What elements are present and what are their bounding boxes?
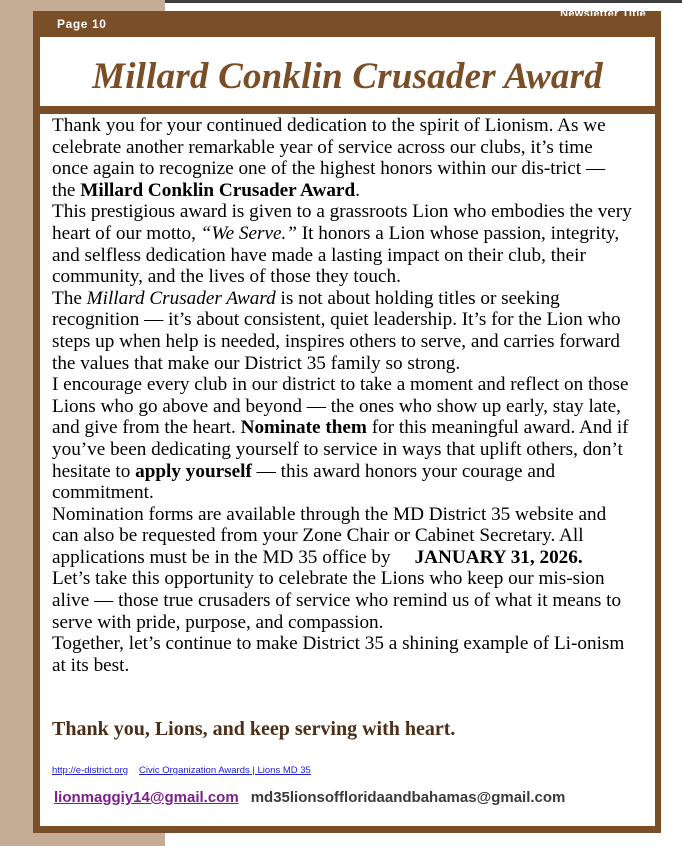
nominate-emphasis: Nominate them bbox=[240, 417, 367, 439]
footer-links bbox=[52, 765, 311, 776]
top-rule bbox=[165, 0, 682, 3]
motto-quote: “We Serve.” bbox=[200, 222, 297, 244]
award-name-emphasis: Millard Conklin Crusader Award bbox=[80, 179, 356, 201]
paragraph-together: Together, let’s continue to make District 35 a shining example of Li-onism at its best. bbox=[52, 633, 625, 676]
paragraph-intro: Thank you for your continued dedication to the spirit of Lionism. As we celebrate another remarkable year of service across our clubs, it’s time once again to recognize one of the highest honors within our dis-trict — the Millard Conklin Crusader Award. bbox=[52, 115, 606, 201]
title-divider bbox=[40, 106, 655, 114]
article-title: Millard Conklin Crusader Award bbox=[92, 56, 603, 97]
e-district-link[interactable]: http://e-district.org bbox=[52, 765, 129, 776]
paragraph-description: This prestigious award is given to a grassroots Lion who embodies the very heart of our motto, “We Serve.” It honors a Lion whose passion, integrity, and selfless dedication have made a lasting impact on their club, their community, and the lives of those they touch. bbox=[52, 201, 632, 288]
award-short-name: Millard Crusader Award bbox=[86, 287, 276, 309]
civic-awards-link[interactable]: Civic Organization Awards | Lions MD 35 bbox=[139, 765, 311, 776]
article-body bbox=[52, 115, 632, 676]
paragraph-purpose: The Millard Crusader Award is not about holding titles or seeking recognition — it’s about consistent, quiet leadership. It’s for the Lion who steps up when help is needed, inspires others to serve, and carries forward the values that make our District 35 family so strong. bbox=[52, 287, 621, 374]
apply-emphasis: apply yourself bbox=[135, 460, 252, 482]
closing-line: Thank you, Lions, and keep serving with heart. bbox=[52, 718, 456, 740]
paragraph-nomination: Nomination forms are available through the MD District 35 website and can also be requested from your Zone Chair or Cabinet Secretary. All applications must be in the MD 35 office by JANUARY 31, 2026. bbox=[52, 503, 607, 568]
contact-emails bbox=[54, 789, 565, 806]
email-lionmaggiy-link[interactable]: lionmaggiy14@gmail.com bbox=[54, 789, 239, 806]
paragraph-celebrate: Let’s take this opportunity to celebrate the Lions who keep our mis-sion alive — those true crusaders of service who remind us of what it means to serve with pride, purpose, and compassion. bbox=[52, 568, 622, 633]
email-md35-text: md35lionsoffloridaandbahamas@gmail.com bbox=[250, 789, 566, 806]
content-panel bbox=[40, 37, 655, 826]
deadline-date: JANUARY 31, 2026. bbox=[414, 546, 583, 568]
newsletter-title: Newsletter Title bbox=[560, 8, 646, 16]
paragraph-encourage: I encourage every club in our district to take a moment and reflect on those Lions who go above and beyond — the ones who show up early, stay late, and give from the heart. Nominate them for this meaningful award. And if you’ve been dedicating yourself to service in ways that uplift others, don’t hesitate to apply yourself — this award honors your courage and commitment. bbox=[52, 374, 629, 504]
page-number-label: Page 10 bbox=[57, 17, 107, 31]
